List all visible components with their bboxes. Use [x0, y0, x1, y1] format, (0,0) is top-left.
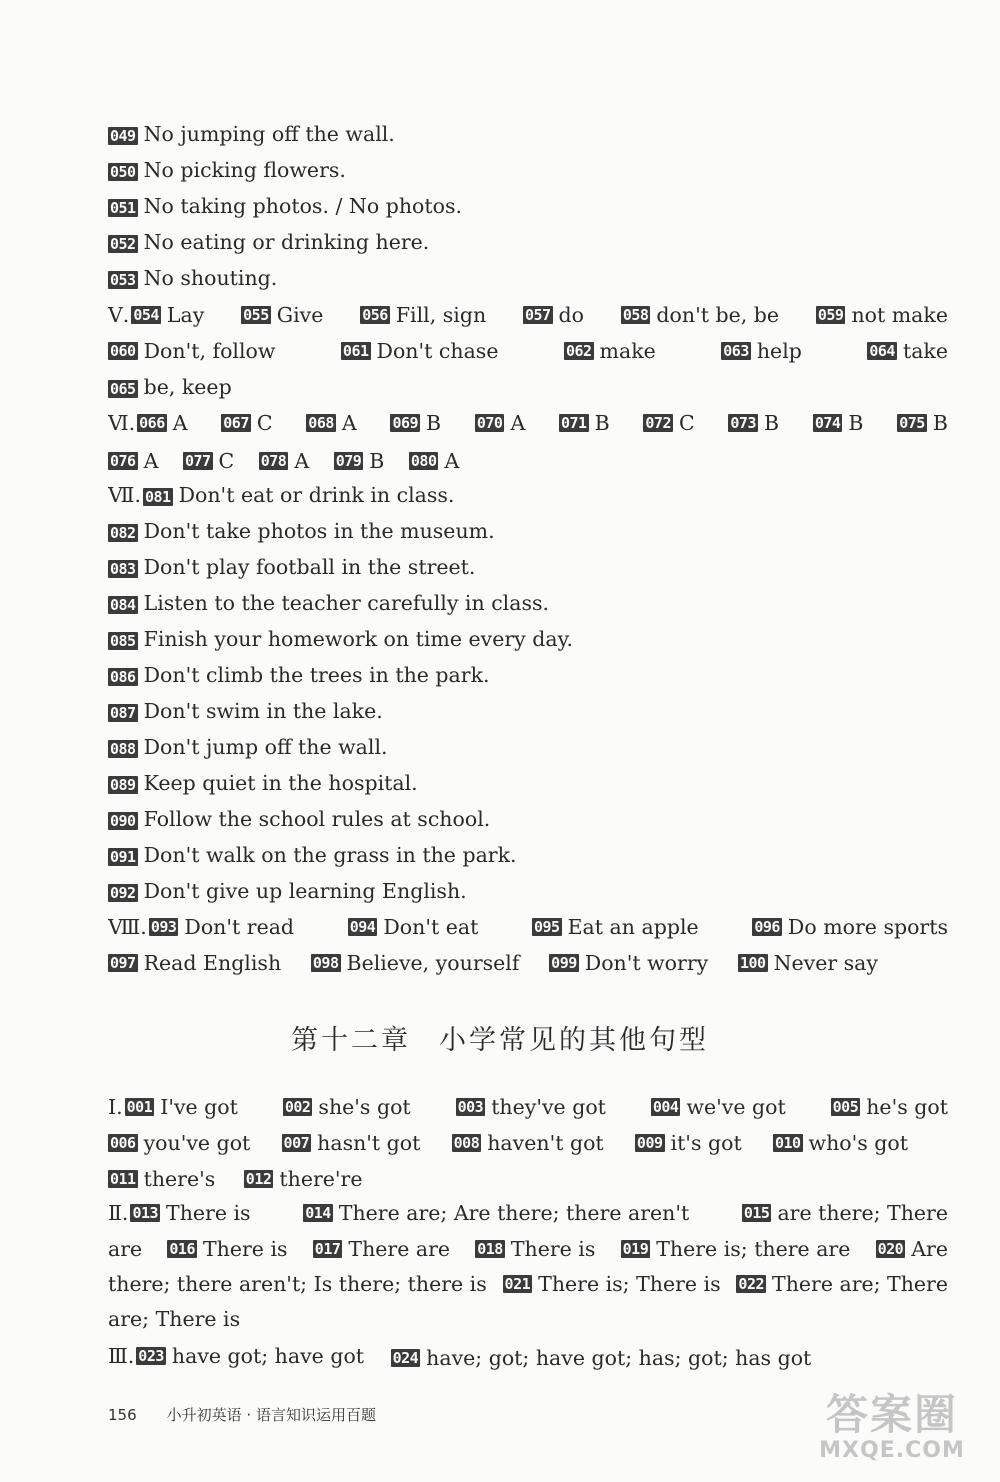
answer-entry	[651, 1093, 786, 1121]
answer-text: take	[902, 339, 948, 363]
question-number-badge: 084	[110, 596, 136, 614]
answer-line	[108, 228, 948, 256]
answer-entry	[409, 447, 459, 475]
answer-entry	[341, 337, 499, 365]
section-6-row-1	[108, 409, 948, 437]
question-number-badge: 092	[110, 884, 136, 902]
question-number-badge: 081	[144, 488, 171, 506]
ch12-section-1-row-2	[108, 1129, 908, 1157]
answer-entry	[475, 1235, 595, 1263]
answer-line	[108, 841, 948, 869]
answer-text: Eat an apple	[567, 915, 699, 939]
answer-entry	[221, 409, 272, 437]
answer-text: it's got	[670, 1131, 742, 1155]
answer-text: Don't play football in the street.	[143, 555, 476, 579]
answer-text: A	[143, 449, 159, 473]
answer-entry	[108, 913, 294, 941]
answer-entry	[643, 409, 694, 437]
section-8-row-1	[108, 913, 948, 941]
question-number-badge: 063	[723, 342, 749, 360]
ch12-section-2-row-2	[108, 1235, 948, 1263]
page-footer	[108, 1404, 376, 1425]
answer-text: B	[426, 411, 442, 435]
answer-entry	[549, 949, 708, 977]
answer-text: there's	[143, 1167, 216, 1191]
answer-entry	[282, 1129, 421, 1157]
answer-entry	[831, 1093, 948, 1121]
answer-entry	[503, 1270, 721, 1298]
question-number-badge: 002	[284, 1098, 311, 1116]
answer-entry	[306, 409, 356, 437]
answer-entry	[897, 409, 948, 437]
answer-text: There is; There is	[538, 1272, 721, 1296]
question-number-badge: 087	[110, 704, 136, 722]
answer-entry	[738, 949, 878, 977]
answer-text: not make	[851, 303, 948, 327]
answer-entry	[283, 1093, 411, 1121]
answer-text: make	[599, 339, 656, 363]
answer-text: Don't worry	[584, 951, 709, 975]
question-number-badge: 079	[335, 452, 362, 470]
answer-entry	[559, 409, 610, 437]
answer-text: they've got	[491, 1095, 606, 1119]
answer-line	[108, 589, 948, 617]
answer-entry	[876, 1235, 948, 1263]
answer-entry	[244, 1165, 363, 1193]
answer-entry	[241, 301, 323, 329]
answer-text: Give	[276, 303, 324, 327]
chapter-title: 小学常见的其他句型	[439, 1025, 709, 1056]
answer-text: There is	[510, 1237, 596, 1261]
question-number-badge: 057	[524, 306, 551, 324]
answer-text: are there; There	[777, 1201, 948, 1225]
section-6-row-2	[108, 445, 948, 475]
answer-entry	[334, 447, 385, 475]
section-numeral: Ⅶ.	[108, 483, 141, 507]
answer-entry	[348, 913, 479, 941]
answer-entry	[456, 1093, 606, 1121]
question-number-badge: 015	[743, 1204, 770, 1222]
answer-entry	[752, 913, 948, 941]
answer-text: there're	[279, 1167, 363, 1191]
answer-text: A	[510, 411, 526, 435]
question-number-badge: 023	[138, 1347, 164, 1365]
answer-text: Don't give up learning English.	[143, 879, 467, 903]
question-number-badge: 022	[738, 1275, 765, 1293]
answer-line	[108, 517, 948, 545]
question-number-badge: 050	[110, 163, 136, 181]
answer-text: we've got	[686, 1095, 786, 1119]
question-number-badge: 024	[392, 1349, 419, 1367]
answer-line	[108, 697, 948, 725]
watermark-logo	[802, 1392, 982, 1476]
answer-entry	[532, 913, 699, 941]
question-number-badge: 052	[110, 235, 136, 253]
answer-text: I've got	[160, 1095, 238, 1119]
answer-text: C	[256, 411, 273, 435]
question-number-badge: 051	[110, 199, 136, 217]
answer-line	[108, 553, 948, 581]
answer-entry	[108, 1270, 487, 1298]
section-5-row-2	[108, 337, 948, 365]
answer-entry	[108, 409, 188, 437]
answer-entry	[736, 1270, 948, 1298]
answer-text: Read English	[143, 951, 282, 975]
answer-text: B	[932, 411, 948, 435]
question-number-badge: 056	[362, 306, 388, 324]
section-5-row-3	[108, 373, 948, 401]
question-number-badge: 054	[133, 306, 159, 324]
answer-entry	[773, 1129, 908, 1157]
question-number-badge: 076	[110, 452, 136, 470]
answer-text: There are	[348, 1237, 450, 1261]
question-number-badge: 068	[308, 414, 334, 432]
answer-text: Lay	[166, 303, 205, 327]
question-number-badge: 090	[110, 812, 136, 830]
answer-entry	[183, 447, 234, 475]
watermark-url: MXQE.COM	[819, 1438, 965, 1463]
answer-text: who's got	[808, 1131, 908, 1155]
question-number-badge: 012	[245, 1170, 272, 1188]
answer-text: No taking photos. / No photos.	[143, 194, 462, 218]
continuation-text: are	[108, 1237, 143, 1261]
answer-entry	[259, 447, 309, 475]
chapter-number: 第十二章	[291, 1025, 411, 1056]
answer-entry	[813, 409, 864, 437]
book-title: 小升初英语 · 语言知识运用百题	[166, 1406, 376, 1424]
answer-line	[108, 661, 948, 689]
section-8-row-2	[108, 949, 878, 977]
answer-text: C	[678, 411, 695, 435]
answer-entry	[391, 1344, 812, 1372]
answer-text: No eating or drinking here.	[143, 230, 430, 254]
section-5-row-1	[108, 301, 948, 329]
answer-text: Don't chase	[376, 339, 499, 363]
section-7-row-1	[108, 481, 948, 509]
answer-text: have got; have got	[171, 1344, 365, 1368]
question-number-badge: 004	[652, 1098, 679, 1116]
question-number-badge: 100	[739, 954, 766, 972]
answer-text: he's got	[866, 1095, 948, 1119]
question-number-badge: 064	[869, 342, 895, 360]
ch12-section-2-row-1	[108, 1199, 948, 1227]
question-number-badge: 080	[410, 452, 437, 470]
answer-text: don't be, be	[656, 303, 780, 327]
answer-text: Believe, yourself	[346, 951, 520, 975]
question-number-badge: 099	[551, 954, 577, 972]
chapter-heading	[0, 1018, 1000, 1057]
section-numeral: Ⅱ.	[108, 1201, 129, 1225]
question-number-badge: 074	[814, 414, 841, 432]
question-number-badge: 066	[139, 414, 165, 432]
question-number-badge: 003	[457, 1098, 484, 1116]
question-number-badge: 098	[312, 954, 339, 972]
answer-text: she's got	[318, 1095, 411, 1119]
question-number-badge: 069	[392, 414, 419, 432]
answer-text: No jumping off the wall.	[143, 122, 395, 146]
question-number-badge: 020	[877, 1240, 904, 1258]
question-number-badge: 071	[560, 414, 587, 432]
answer-text: There is	[203, 1237, 288, 1261]
answer-text: B	[594, 411, 610, 435]
question-number-badge: 070	[476, 414, 503, 432]
answer-text: Do more sports	[787, 915, 948, 939]
answer-entry	[108, 1165, 215, 1193]
section-numeral: Ⅰ.	[108, 1095, 123, 1119]
answer-text: Don't walk on the grass in the park.	[143, 843, 517, 867]
question-number-badge: 017	[314, 1240, 341, 1258]
answer-entry	[108, 1342, 364, 1370]
answer-text: Finish your homework on time every day.	[143, 627, 573, 651]
answer-entry	[742, 1199, 948, 1227]
continuation-text: are; There is	[108, 1307, 241, 1331]
answer-text: do	[558, 303, 585, 327]
question-number-badge: 065	[110, 380, 136, 398]
answer-entry	[390, 409, 441, 437]
ch12-section-3-row-1	[108, 1342, 948, 1372]
answer-text: B	[764, 411, 780, 435]
answer-text: No picking flowers.	[143, 158, 346, 182]
answer-text: Don't, follow	[143, 339, 276, 363]
ch12-section-2-row-3	[108, 1270, 948, 1298]
question-number-badge: 061	[342, 342, 369, 360]
answer-text: Follow the school rules at school.	[143, 807, 491, 831]
answer-entry	[621, 1235, 851, 1263]
answer-text: hasn't got	[317, 1131, 421, 1155]
answer-text: Don't take photos in the museum.	[143, 519, 495, 543]
question-number-badge: 059	[817, 306, 844, 324]
answer-entry	[564, 337, 656, 365]
answer-text: There are; Are there; there aren't	[338, 1201, 690, 1225]
question-number-badge: 058	[622, 306, 649, 324]
section-numeral: Ⅷ.	[108, 915, 147, 939]
question-number-badge: 097	[110, 954, 136, 972]
question-number-badge: 095	[534, 918, 560, 936]
answer-line	[108, 156, 948, 184]
answer-entry	[167, 1235, 287, 1263]
answer-line	[108, 264, 948, 292]
question-number-badge: 021	[504, 1275, 531, 1293]
answer-entry	[311, 949, 520, 977]
answer-entry	[108, 949, 281, 977]
question-number-badge: 072	[645, 414, 671, 432]
answer-line	[108, 733, 948, 761]
question-number-badge: 007	[283, 1134, 310, 1152]
answer-line	[108, 192, 948, 220]
answer-text: haven't got	[487, 1131, 604, 1155]
question-number-badge: 013	[132, 1204, 159, 1222]
answer-entry	[360, 301, 486, 329]
question-number-badge: 062	[565, 342, 592, 360]
ch12-section-1-row-3	[108, 1163, 948, 1193]
question-number-badge: 011	[110, 1170, 136, 1188]
answer-entry	[108, 447, 158, 475]
page-number: 156	[108, 1406, 137, 1424]
question-number-badge: 014	[305, 1204, 331, 1222]
answer-text: There are; There	[772, 1272, 948, 1296]
answer-line	[108, 805, 948, 833]
question-number-badge: 088	[110, 740, 136, 758]
answer-entry	[721, 337, 802, 365]
answer-text: A	[294, 449, 310, 473]
answer-entry	[867, 337, 948, 365]
question-number-badge: 053	[110, 271, 136, 289]
question-number-badge: 060	[110, 342, 136, 360]
answer-text: have; got; have got; has; got; has got	[426, 1346, 812, 1370]
question-number-badge: 093	[150, 918, 177, 936]
ch12-section-1-row-1	[108, 1093, 948, 1121]
answer-entry	[108, 1129, 250, 1157]
answer-entry	[635, 1129, 742, 1157]
answer-text: Don't jump off the wall.	[143, 735, 388, 759]
watermark-logo-text: 答案圈	[825, 1390, 958, 1439]
question-number-badge: 005	[832, 1098, 859, 1116]
question-number-badge: 055	[243, 306, 269, 324]
answer-line	[108, 625, 948, 653]
answer-text: B	[848, 411, 864, 435]
question-number-badge: 008	[453, 1134, 480, 1152]
answer-entry	[816, 301, 948, 329]
section-numeral: Ⅵ.	[108, 411, 136, 435]
question-number-badge: 075	[899, 414, 925, 432]
question-number-badge: 089	[110, 776, 136, 794]
answer-text: There is	[166, 1201, 251, 1225]
continuation-text: there; there aren't; Is there; there is	[108, 1272, 487, 1296]
answer-entry	[108, 1235, 142, 1263]
answer-line	[108, 877, 948, 905]
answer-text: you've got	[143, 1131, 251, 1155]
question-number-badge: 067	[223, 414, 249, 432]
question-number-badge: 018	[477, 1240, 503, 1258]
answer-text: help	[756, 339, 802, 363]
question-number-badge: 077	[184, 452, 211, 470]
answer-text: Don't eat	[383, 915, 479, 939]
section-numeral: Ⅴ.	[108, 303, 130, 327]
answer-text: B	[369, 449, 385, 473]
section-numeral: Ⅲ.	[108, 1344, 135, 1368]
answer-text: Don't read	[184, 915, 295, 939]
answer-entry	[452, 1129, 604, 1157]
answer-entry	[108, 301, 204, 329]
question-number-badge: 009	[636, 1134, 663, 1152]
answer-text: Don't climb the trees in the park.	[143, 663, 490, 687]
question-number-badge: 086	[110, 668, 136, 686]
answer-text: Keep quiet in the hospital.	[143, 771, 418, 795]
question-number-badge: 016	[169, 1240, 195, 1258]
question-number-badge: 083	[110, 560, 136, 578]
answer-text: There is; there are	[656, 1237, 851, 1261]
question-number-badge: 010	[774, 1134, 801, 1152]
answer-text: Don't swim in the lake.	[143, 699, 383, 723]
question-number-badge: 019	[622, 1240, 649, 1258]
answer-text: C	[218, 449, 235, 473]
question-number-badge: 049	[110, 127, 136, 145]
answer-text: No shouting.	[143, 266, 278, 290]
answer-entry	[523, 301, 584, 329]
question-number-badge: 085	[110, 632, 136, 650]
answer-entry	[108, 1093, 238, 1121]
answer-text: A	[172, 411, 188, 435]
answer-entry	[303, 1199, 689, 1227]
answer-text: A	[341, 411, 357, 435]
question-number-badge: 091	[110, 848, 136, 866]
answer-line	[108, 120, 948, 148]
answer-entry	[621, 301, 779, 329]
answer-entry	[108, 1199, 251, 1227]
answer-entry	[108, 337, 275, 365]
question-number-badge: 006	[110, 1134, 136, 1152]
answer-entry	[728, 409, 779, 437]
ch12-section-2-row-4	[108, 1305, 948, 1333]
answer-entry	[313, 1235, 450, 1263]
answer-text: Don't eat or drink in class.	[178, 483, 455, 507]
answer-text: Are	[911, 1237, 948, 1261]
answer-line	[108, 769, 948, 797]
question-number-badge: 082	[110, 524, 136, 542]
question-number-badge: 001	[126, 1098, 153, 1116]
answer-text: be, keep	[143, 375, 232, 399]
question-number-badge: 078	[260, 452, 287, 470]
answer-text: Listen to the teacher carefully in class.	[143, 591, 550, 615]
question-number-badge: 073	[730, 414, 756, 432]
question-number-badge: 094	[349, 918, 376, 936]
answer-text: Fill, sign	[395, 303, 487, 327]
question-number-badge: 096	[754, 918, 780, 936]
answer-text: A	[444, 449, 460, 473]
answer-text: Never say	[773, 951, 878, 975]
answer-entry	[475, 409, 525, 437]
